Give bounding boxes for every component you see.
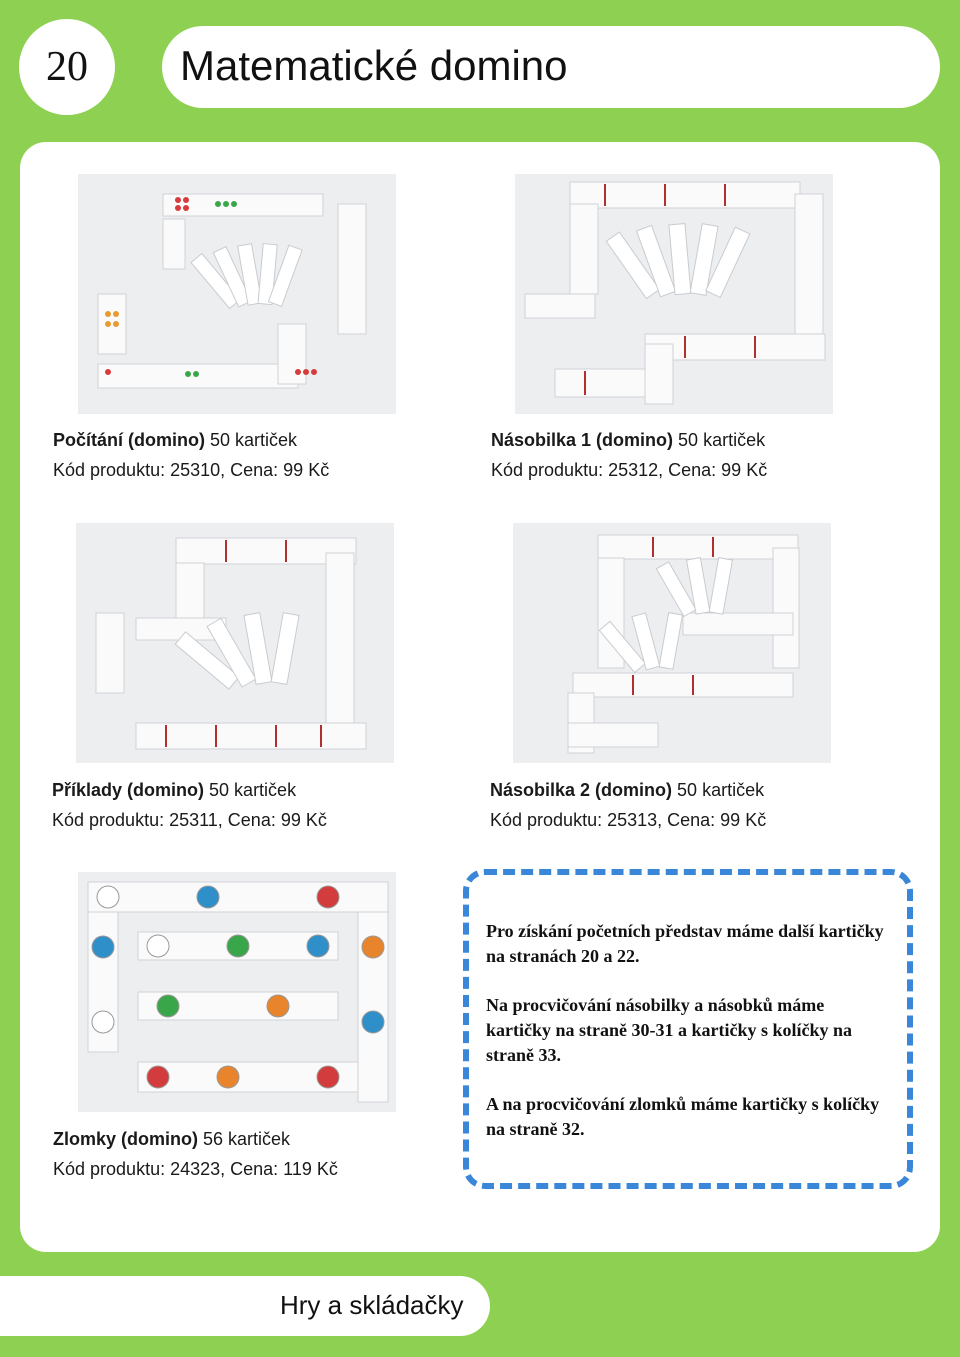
note-paragraph: Na procvičování násobilky a násobků máme kartičky na straně 30-31 a kartičky s kolíčky na straně 33.	[486, 995, 853, 1065]
footer-section-tab	[0, 1276, 490, 1336]
footer-section-label: Hry a skládačky	[280, 1290, 464, 1320]
product-count: 56 kartiček	[203, 1129, 291, 1149]
product-photo-priklady	[76, 523, 394, 763]
page-title: Matematické domino	[180, 42, 568, 89]
product-name: Zlomky (domino)	[53, 1129, 198, 1149]
product-caption-nasobilka-2	[490, 775, 766, 835]
info-note-box	[463, 869, 913, 1189]
product-code-price: Kód produktu: 25312, Cena: 99 Kč	[491, 460, 768, 480]
note-paragraph: Pro získání početních představ máme další kartičky na stranách 20 a 22.	[486, 921, 884, 966]
product-name: Násobilka 2 (domino)	[490, 780, 673, 800]
note-paragraph: A na procvičování zlomků máme kartičky s kolíčky na straně 32.	[486, 1094, 880, 1139]
product-photo-nasobilka-2	[513, 523, 831, 763]
product-caption-nasobilka-1	[491, 425, 767, 485]
product-code-price: Kód produktu: 24323, Cena: 119 Kč	[53, 1159, 338, 1179]
product-code-price: Kód produktu: 25311, Cena: 99 Kč	[52, 810, 327, 830]
product-caption-pocitani	[53, 425, 329, 485]
product-caption-zlomky	[53, 1124, 338, 1184]
product-photo-zlomky	[78, 872, 396, 1112]
page-number: 20	[19, 19, 115, 115]
product-count: 50 kartiček	[209, 780, 297, 800]
product-count: 50 kartiček	[678, 430, 766, 450]
product-photo-nasobilka-1	[515, 174, 833, 414]
product-name: Příklady (domino)	[52, 780, 205, 800]
product-name: Počítání (domino)	[53, 430, 205, 450]
product-caption-priklady	[52, 775, 327, 835]
product-count: 50 kartiček	[210, 430, 298, 450]
product-code-price: Kód produktu: 25310, Cena: 99 Kč	[53, 460, 330, 480]
product-count: 50 kartiček	[677, 780, 765, 800]
product-photo-pocitani	[78, 174, 396, 414]
product-name: Násobilka 1 (domino)	[491, 430, 674, 450]
product-code-price: Kód produktu: 25313, Cena: 99 Kč	[490, 810, 767, 830]
title-bar	[162, 26, 940, 108]
